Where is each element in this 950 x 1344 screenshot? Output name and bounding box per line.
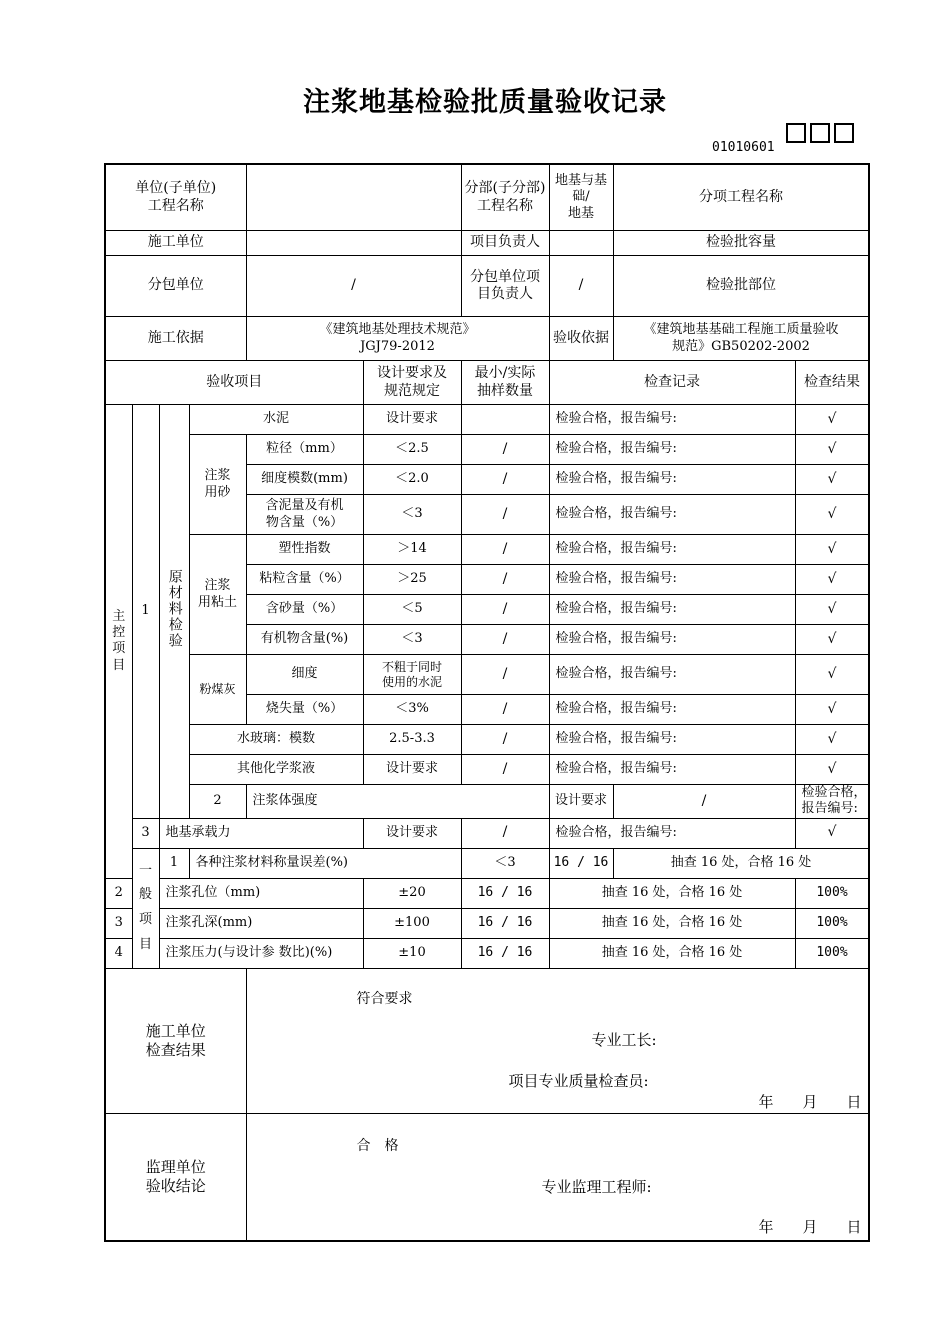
basis-value[interactable]: 《建筑地基处理技术规范》 JGJ79-2012 <box>246 317 549 361</box>
col-sample: 最小/实际 抽样数量 <box>461 361 549 405</box>
header-row-subcontractor <box>105 256 869 317</box>
col-item: 验收项目 <box>105 361 363 405</box>
year-label: 年 <box>758 1092 774 1111</box>
header-row-basis <box>105 317 869 361</box>
record-value[interactable]: 检验合格，报告编号: <box>795 785 869 819</box>
item-name: 注浆体强度 <box>246 785 549 819</box>
supervision-engineer-label: 专业监理工程师: <box>541 1177 652 1196</box>
item-name: 含砂量（%） <box>246 595 363 625</box>
record-value[interactable]: 检验合格，报告编号: <box>549 655 795 695</box>
item-no: 3 <box>132 818 159 848</box>
sample-value[interactable]: / <box>461 465 549 495</box>
item-no: 4 <box>105 938 132 968</box>
col-result: 检查结果 <box>795 361 869 405</box>
construction-check-row <box>105 968 869 1113</box>
item-name: 注浆孔深(mm) <box>159 908 363 938</box>
record-value[interactable]: 抽查 16 处，合格 16 处 <box>549 908 795 938</box>
result-value[interactable]: √ <box>795 535 869 565</box>
col-design: 设计要求及 规范规定 <box>363 361 461 405</box>
result-value[interactable]: √ <box>795 465 869 495</box>
design-value: 设计要求 <box>363 818 461 848</box>
quality-inspector-label: 项目专业质量检查员: <box>508 1071 649 1090</box>
batch-location-label: 检验批部位 <box>613 256 869 317</box>
sample-value[interactable]: / <box>461 435 549 465</box>
result-value[interactable]: √ <box>795 495 869 535</box>
construction-date <box>759 1093 870 1112</box>
general-label: 一 般 项 目 <box>132 848 159 968</box>
result-value[interactable]: √ <box>795 595 869 625</box>
sample-value[interactable]: 16 / 16 <box>461 938 549 968</box>
month-label: 月 <box>802 1217 818 1236</box>
code-box[interactable] <box>834 123 854 143</box>
row-general-4 <box>105 938 869 968</box>
item-name: 其他化学浆液 <box>189 755 363 785</box>
sub-manager-label: 分包单位项 目负责人 <box>461 256 549 317</box>
result-value[interactable]: √ <box>795 565 869 595</box>
design-value: ＜3 <box>461 848 549 878</box>
design-value: 设计要求 <box>363 405 461 435</box>
sub-item-label: 分项工程名称 <box>613 164 869 231</box>
page-title: 注浆地基检验批质量验收记录 <box>303 87 667 118</box>
item-no: 2 <box>105 878 132 908</box>
col-record: 检查记录 <box>549 361 795 405</box>
basis-label: 施工依据 <box>105 317 246 361</box>
row-bearing-capacity <box>105 818 869 848</box>
acceptance-basis-value[interactable]: 《建筑地基基础工程施工质量验收 规范》GB50202-2002 <box>613 317 869 361</box>
item-name: 注浆孔位（mm) <box>159 878 363 908</box>
construction-check-label: 施工单位 检查结果 <box>105 968 246 1113</box>
record-value[interactable]: 检验合格，报告编号: <box>549 405 795 435</box>
day-label: 日 <box>846 1217 862 1236</box>
sample-value[interactable]: / <box>461 565 549 595</box>
row-sand-1 <box>105 435 869 465</box>
supervision-row <box>105 1113 869 1241</box>
code-boxes <box>786 123 854 143</box>
item-name: 注浆压力(与设计参 数比)(%) <box>159 938 363 968</box>
raw-material-cell <box>159 405 189 819</box>
acceptance-basis-label: 验收依据 <box>549 317 613 361</box>
sample-value[interactable]: / <box>461 535 549 565</box>
sample-value[interactable]: / <box>461 625 549 655</box>
design-value: ＞14 <box>363 535 461 565</box>
item-name: 含泥量及有机 物含量（%） <box>246 495 363 535</box>
construction-unit-value[interactable] <box>246 231 461 256</box>
inspection-record-table <box>104 163 870 1242</box>
result-value[interactable]: √ <box>795 755 869 785</box>
row-flyash-1 <box>105 655 869 695</box>
sample-value[interactable]: / <box>461 655 549 695</box>
sample-value[interactable]: / <box>613 785 795 819</box>
item-name: 细度模数(mm) <box>246 465 363 495</box>
design-value: ±20 <box>363 878 461 908</box>
item-name: 水玻璃：模数 <box>189 725 363 755</box>
design-value: ＜3 <box>363 625 461 655</box>
result-value[interactable]: 100% <box>795 938 869 968</box>
row-general-2 <box>105 878 869 908</box>
design-value: 2.5-3.3 <box>363 725 461 755</box>
result-value[interactable]: √ <box>795 725 869 755</box>
supervision-label: 监理单位 验收结论 <box>105 1113 246 1241</box>
record-value[interactable]: 检验合格，报告编号: <box>549 725 795 755</box>
result-value[interactable]: 100% <box>795 878 869 908</box>
subcontractor-value[interactable]: / <box>246 256 461 317</box>
record-value[interactable]: 检验合格，报告编号: <box>549 435 795 465</box>
code-box[interactable] <box>786 123 806 143</box>
unit-project-label: 单位(子单位) 工程名称 <box>105 164 246 231</box>
row-grout-strength <box>105 785 869 819</box>
sample-value[interactable] <box>461 405 549 435</box>
raw-material-no: 1 <box>132 405 159 819</box>
item-name: 各种注浆材料称量误差(%) <box>189 848 461 878</box>
result-value[interactable]: √ <box>795 695 869 725</box>
construction-conclusion: 符合要求 <box>356 990 413 1007</box>
batch-capacity-label: 检验批容量 <box>613 231 869 256</box>
sample-value[interactable]: / <box>461 725 549 755</box>
item-name: 水泥 <box>189 405 363 435</box>
result-value[interactable]: √ <box>795 818 869 848</box>
item-name: 地基承载力 <box>159 818 363 848</box>
record-value[interactable]: 检验合格，报告编号: <box>549 755 795 785</box>
row-cement <box>105 405 869 435</box>
sample-value[interactable]: 16 / 16 <box>549 848 613 878</box>
main-control-label: 主 控 项 目 <box>105 405 132 879</box>
construction-unit-label: 施工单位 <box>105 231 246 256</box>
header-row-construction <box>105 231 869 256</box>
record-value[interactable]: 检验合格，报告编号: <box>549 695 795 725</box>
item-name: 烧失量（%） <box>246 695 363 725</box>
record-value[interactable]: 检验合格，报告编号: <box>549 818 795 848</box>
supervision-area[interactable] <box>246 1113 869 1241</box>
sample-value[interactable]: / <box>461 755 549 785</box>
row-other-chem <box>105 755 869 785</box>
item-name: 塑性指数 <box>246 535 363 565</box>
item-name: 粒径（mm） <box>246 435 363 465</box>
record-value[interactable]: 抽查 16 处，合格 16 处 <box>549 878 795 908</box>
record-value[interactable]: 检验合格，报告编号: <box>549 535 795 565</box>
project-manager-label: 项目负责人 <box>461 231 549 256</box>
record-value[interactable]: 检验合格，报告编号: <box>549 625 795 655</box>
result-value[interactable]: √ <box>795 655 869 695</box>
record-value[interactable]: 抽查 16 处，合格 16 处 <box>549 938 795 968</box>
sample-value[interactable]: 16 / 16 <box>461 908 549 938</box>
record-value[interactable]: 检验合格，报告编号: <box>549 495 795 535</box>
design-value: ±100 <box>363 908 461 938</box>
item-no: 2 <box>189 785 246 819</box>
sand-group-label: 注浆 用砂 <box>189 435 246 535</box>
design-value: ＜5 <box>363 595 461 625</box>
item-name: 有机物含量(%) <box>246 625 363 655</box>
item-name: 细度 <box>246 655 363 695</box>
sub-manager-value[interactable]: / <box>549 256 613 317</box>
supervision-date <box>759 1218 870 1237</box>
sub-division-value[interactable]: 地基与基础/ 地基 <box>549 164 613 231</box>
unit-project-value[interactable] <box>246 164 461 231</box>
record-value[interactable]: 检验合格，报告编号: <box>549 465 795 495</box>
result-value[interactable]: 100% <box>795 908 869 938</box>
design-value: 设计要求 <box>549 785 613 819</box>
construction-check-area[interactable] <box>246 968 869 1113</box>
design-value: ＜2.5 <box>363 435 461 465</box>
sample-value[interactable]: / <box>461 695 549 725</box>
sample-value[interactable]: / <box>461 818 549 848</box>
sample-value[interactable]: / <box>461 495 549 535</box>
row-water-glass <box>105 725 869 755</box>
design-value: 不粗于同时 使用的水泥 <box>363 655 461 695</box>
project-manager-value[interactable] <box>549 231 613 256</box>
sub-division-label: 分部(子分部) 工程名称 <box>461 164 549 231</box>
sample-value[interactable]: / <box>461 595 549 625</box>
design-value: 设计要求 <box>363 755 461 785</box>
record-value[interactable]: 抽查 16 处，合格 16 处 <box>613 848 869 878</box>
result-value[interactable]: √ <box>795 405 869 435</box>
design-value: ＜3 <box>363 495 461 535</box>
month-label: 月 <box>802 1092 818 1111</box>
year-label: 年 <box>758 1217 774 1236</box>
design-value: ±10 <box>363 938 461 968</box>
sample-value[interactable]: 16 / 16 <box>461 878 549 908</box>
raw-material-label: 原材料检验 <box>166 568 183 649</box>
row-clay-1 <box>105 535 869 565</box>
record-value[interactable]: 检验合格，报告编号: <box>549 565 795 595</box>
day-label: 日 <box>846 1092 862 1111</box>
design-value: ＜2.0 <box>363 465 461 495</box>
column-header-row <box>105 361 869 405</box>
design-value: ＞25 <box>363 565 461 595</box>
supervision-conclusion: 合 格 <box>356 1137 399 1154</box>
subcontractor-label: 分包单位 <box>105 256 246 317</box>
item-no: 3 <box>105 908 132 938</box>
item-no: 1 <box>159 848 189 878</box>
result-value[interactable]: √ <box>795 435 869 465</box>
item-name: 粘粒含量（%） <box>246 565 363 595</box>
design-value: ＜3% <box>363 695 461 725</box>
header-row-project <box>105 164 869 231</box>
record-value[interactable]: 检验合格，报告编号: <box>549 595 795 625</box>
row-general-3 <box>105 908 869 938</box>
record-code: 01010601 <box>712 140 775 155</box>
clay-group-label: 注浆 用粘土 <box>189 535 246 655</box>
result-value[interactable]: √ <box>795 625 869 655</box>
foreman-label: 专业工长: <box>591 1030 657 1049</box>
code-box[interactable] <box>810 123 830 143</box>
row-general-1 <box>105 848 869 878</box>
fly-ash-group-label: 粉煤灰 <box>189 655 246 725</box>
